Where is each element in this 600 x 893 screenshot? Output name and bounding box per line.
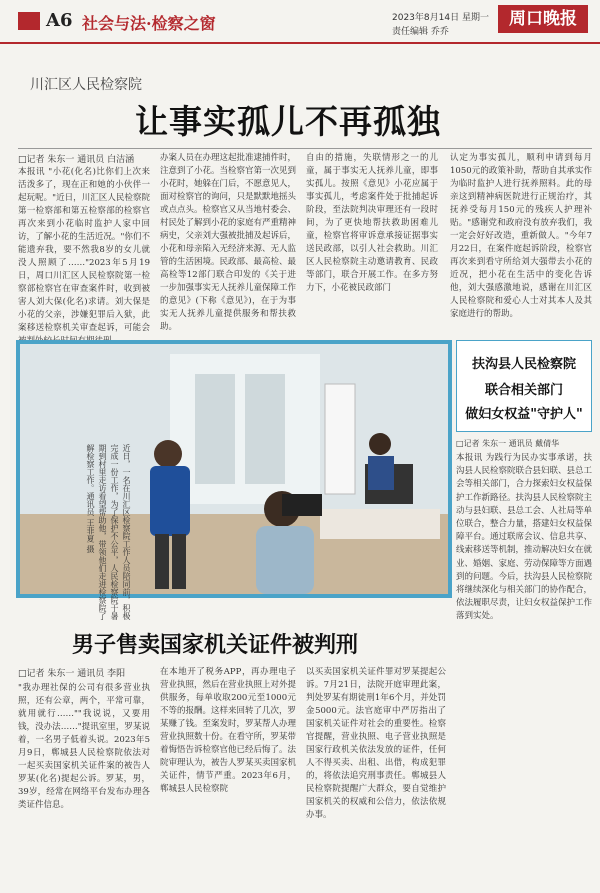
editor-credit: 责任编辑 乔乔	[392, 27, 449, 37]
article2-text-2: 在本地开了税务APP，再办理电子营业执照，然后在营业执照上对外提供服务，每单收取200元至1000元不等的报酬。这样来回转了几次，罗某赚了钱。至案发时，罗某帮人办理营业执照数十份。在看守所，罗某带着悔悟告诉检察官他已经后悔了。法院审理认为，被告人罗某买卖国家机关证件，情节严重。2023年6月，郸城县人民检察院	[160, 667, 297, 794]
article2-column-2	[160, 666, 296, 882]
article1-text-3: 自由的措施，失联情形之一的儿童，属于事实无人抚养儿童，即事实孤儿。按照《意见》小花应属于事实孤儿，考虑案件处于批捕起诉阶段，至法院判决审理还有一段时间，为了更快地帮扶救助困难儿童，检察官将审诉意承接证据事实送民政部，以引人社会救助。川汇区人民检察院主动邀请教育、民政等部门，联合开展工作。在多方努力下，小花被民政部门	[306, 153, 438, 293]
section-title: 社会与法·检察之窗	[82, 14, 216, 33]
divider	[18, 148, 592, 149]
article2-headline: 男子售卖国家机关证件被判刑	[72, 633, 359, 658]
sidebar-headline-box	[456, 340, 592, 432]
sidebar-headline-line2: 联合相关部门	[484, 383, 563, 398]
issue-date: 2023年8月14日 星期一	[392, 13, 489, 23]
article1-column-2	[160, 152, 296, 330]
article2-column-1	[18, 682, 150, 882]
page-number: A6	[46, 10, 73, 31]
photo-caption: 近日，一名在川汇区检察院工作人员陪同前，积极完成一份工作，为了保护不公平，人民检察院于暑期到村里走访看望帮助他，带领他们走进检察院了解检察工作。通讯员 王菲夏 摄	[86, 444, 131, 620]
newspaper-logo: 周口晚报	[498, 5, 588, 33]
article2-byline: □记者 朱东一 通讯员 李阳	[18, 669, 126, 679]
article1-column-1	[18, 166, 150, 333]
article1-column-4	[450, 152, 592, 330]
sidebar-kicker: 扶沟县人民检察院	[471, 357, 576, 372]
article1-text-2: 办案人员在办理这起批准逮捕件时，注意到了小花。当检察官第一次见到小花时，她躲在门后，不愿意见人，面对检察官的询问，只是默默地摇头或点点头。检察官又从当地村委会、村民处了解到小花的家庭有严重精神病史，父亲刘大强被批捕及起诉后，小花和母亲陷入无经济来源、无人监管的生活困境。民政部、最高检、最高检等12部门联合印发的《关于进一步加强事实无人抚养儿童保障工作的意见》(下称《意见》)，在于为事实无人抚养儿童提供服务和帮扶救助。	[160, 153, 297, 332]
article1-text-4: 认定为事实孤儿，顺利申请到每月1050元的政策补助，帮助自其承实作为临时监护人进行抚养照料。此的母亲这到精神病医院进行正规治疗，其抚养受每月150元的残疾人护理补贴。"感谢党和政府没有放弃我们，我一定会好好改造，重新做人。"今年7月22日，在案件庭起诉阶段，检察官再次来到看守所给刘大强带去小花的近况，把小花在生活中的变化告诉他，刘大强感激地说，感谢在川汇区人民检察院和爱心人士对其本人及其家庭进行的帮助。	[450, 153, 592, 319]
article1-byline: □记者 朱东一 通讯员 白洁涵	[18, 155, 135, 165]
article1-headline: 让事实孤儿不再孤独	[135, 102, 441, 141]
sidebar-text: 本报讯 为践行为民办实事承诺，扶沟县人民检察院联合县妇联、县总工会等相关部门，合力探索妇女权益保护工作新路径。扶沟县人民检察院主动与县妇联、县总工会、人社局等单位联合，整合力量，搭建妇女权益保障平台。通过联席会议、信息共享、线索移送等机制，推动解决妇女在就业、婚姻、家庭、劳动保障等方面遇到的问题。今后，扶沟县人民检察院将继续深化与相关部门的协作配合，依法履职尽责，让妇女权益保护工作落到实处。	[456, 453, 593, 622]
news-photo	[16, 340, 452, 620]
article1-kicker: 川汇区人民检察院	[30, 77, 142, 93]
sidebar-headline-line3: 做妇女权益"守护人"	[465, 407, 583, 422]
article2-text-3: 以买卖国家机关证件罪对罗某提起公诉。7月21日，法院开庭审理此案，判处罗某有期徒刑1年6个月，并处罚金5000元。法官庭审中严厉指出了国家机关证件对社会的重要性。检察官提醒，营业执照、电子营业执照是国家行政机关依法发放的证件，任何人不得买卖、出租、出借，构成犯罪的，将依法追究刑事责任。郸城县人民检察院提醒广大群众，要自觉维护国家机关的权威和公信力，依法依规办事。	[306, 667, 446, 820]
sidebar-byline: □记者 朱东一 通讯员 戴倩华	[456, 439, 560, 448]
section-marker	[18, 12, 40, 30]
article1-column-3	[306, 152, 438, 330]
article1-text-1: 本报讯 "小花(化名)比你们上次来活泼多了，现在正和她的小伙伴一起玩呢。"近日，川汇区人民检察院第一检察部和第五检察部的检察官再次来到小花临时监护人家中回访，了解小花的生活近况。"你们不能遗弃我，要不然我8岁的女儿就没人照顾了……"2023年5月19日，周口川汇区人民检察院第一检察部检察官在审查案件时，收到被害人刘大保(化名)求请。刘大保是小花的父亲，涉嫌犯罪后入狱，此案移送检察机关审查起诉，可能会	[18, 167, 150, 333]
article2-column-3	[306, 666, 446, 882]
article2-text-1: "我办理社保的公司有很多营业执照，还有公章，两个，平常可靠，就用就行……""我说说，又要用钱，没办法……"提讯室里，罗某说着，一名男子低着头说。2023年5月9日，郸城县人民检察院依法对一起买卖国家机关证件案的被告人罗某(化名)提起公诉。罗某，男，39岁，经常在网络平台发布办理各类证件信息。	[18, 683, 150, 810]
page-header	[0, 0, 600, 44]
sidebar-column	[456, 452, 592, 884]
